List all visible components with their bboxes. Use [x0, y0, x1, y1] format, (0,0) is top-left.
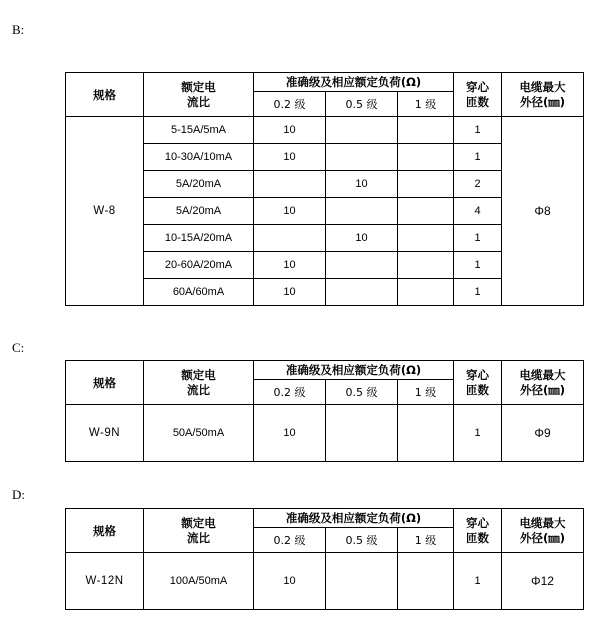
cell-acc-02: 10	[254, 144, 326, 171]
header-turns	[454, 361, 502, 405]
header-accuracy: 准确级及相应额定负荷(Ω)	[254, 509, 454, 528]
cell-ratio: 10-15A/20mA	[144, 225, 254, 252]
cell-diameter: Φ12	[502, 553, 584, 610]
header-spec: 规格	[66, 73, 144, 117]
cell-spec-name: W-9N	[66, 405, 144, 462]
header-turns-line2: 匝数	[466, 382, 489, 397]
header-diameter	[502, 509, 584, 553]
header-turns-line2: 匝数	[466, 94, 489, 109]
cell-ratio: 5A/20mA	[144, 198, 254, 225]
cell-acc-02: 10	[254, 279, 326, 306]
table-row	[66, 553, 584, 610]
header-acc-1: 1 级	[398, 92, 454, 117]
header-acc-02: 0.2 级	[254, 528, 326, 553]
cell-acc-02	[254, 171, 326, 198]
cell-diameter: Φ9	[502, 405, 584, 462]
header-ratio	[144, 509, 254, 553]
cell-turns: 1	[454, 553, 502, 610]
header-spec: 规格	[66, 509, 144, 553]
section-d-table-wrap	[65, 508, 584, 610]
cell-turns: 4	[454, 198, 502, 225]
header-turns	[454, 509, 502, 553]
cell-ratio: 20-60A/20mA	[144, 252, 254, 279]
cell-acc-02: 10	[254, 198, 326, 225]
header-turns-line1: 穿心	[466, 516, 489, 531]
cell-turns: 1	[454, 225, 502, 252]
cell-ratio: 50A/50mA	[144, 405, 254, 462]
cell-acc-02: 10	[254, 553, 326, 610]
cell-acc-05	[326, 553, 398, 610]
section-b-label-wrap	[12, 22, 24, 38]
cell-acc-05	[326, 405, 398, 462]
section-label-c: C:	[12, 340, 25, 355]
cell-acc-1	[398, 553, 454, 610]
header-turns-line2: 匝数	[466, 530, 489, 545]
section-label-d: D:	[12, 487, 25, 502]
cell-acc-1	[398, 198, 454, 225]
cell-acc-05	[326, 252, 398, 279]
table-header-row	[66, 361, 584, 380]
section-b-table-wrap	[65, 72, 584, 306]
header-ratio-line2: 流比	[187, 382, 210, 397]
header-diameter-line1: 电缆最大	[519, 516, 566, 531]
header-ratio-line1: 额定电	[181, 80, 216, 95]
cell-acc-1	[398, 405, 454, 462]
cell-acc-1	[398, 144, 454, 171]
section-c-label-wrap	[12, 340, 24, 356]
cell-turns: 1	[454, 144, 502, 171]
table-row	[66, 405, 584, 462]
header-ratio-line2: 流比	[187, 94, 210, 109]
cell-turns: 1	[454, 405, 502, 462]
header-diameter-line1: 电缆最大	[519, 80, 566, 95]
section-label-b: B:	[12, 22, 25, 37]
header-diameter	[502, 361, 584, 405]
cell-acc-02: 10	[254, 252, 326, 279]
cell-acc-05	[326, 198, 398, 225]
header-diameter-line2: 外径(㎜)	[519, 530, 565, 545]
spec-table-d	[65, 508, 584, 610]
header-acc-1: 1 级	[398, 380, 454, 405]
cell-turns: 1	[454, 252, 502, 279]
spec-table-b	[65, 72, 584, 306]
spec-table-c	[65, 360, 584, 462]
cell-spec-name: W-8	[66, 117, 144, 306]
header-diameter-line2: 外径(㎜)	[519, 94, 565, 109]
header-diameter-line1: 电缆最大	[519, 368, 566, 383]
cell-turns: 2	[454, 171, 502, 198]
header-acc-1: 1 级	[398, 528, 454, 553]
cell-acc-02: 10	[254, 117, 326, 144]
cell-acc-05	[326, 279, 398, 306]
cell-spec-name: W-12N	[66, 553, 144, 610]
cell-acc-1	[398, 171, 454, 198]
header-ratio	[144, 361, 254, 405]
section-c-table-wrap	[65, 360, 584, 462]
header-acc-05: 0.5 级	[326, 528, 398, 553]
header-diameter-line2: 外径(㎜)	[519, 382, 565, 397]
cell-ratio: 60A/60mA	[144, 279, 254, 306]
cell-acc-05: 10	[326, 225, 398, 252]
cell-acc-1	[398, 252, 454, 279]
header-diameter	[502, 73, 584, 117]
header-acc-02: 0.2 级	[254, 92, 326, 117]
table-header-row	[66, 509, 584, 528]
header-accuracy: 准确级及相应额定负荷(Ω)	[254, 73, 454, 92]
cell-ratio: 5-15A/5mA	[144, 117, 254, 144]
header-ratio-line1: 额定电	[181, 516, 216, 531]
section-d-label-wrap	[12, 487, 25, 503]
cell-acc-1	[398, 279, 454, 306]
cell-ratio: 5A/20mA	[144, 171, 254, 198]
cell-ratio: 100A/50mA	[144, 553, 254, 610]
cell-acc-05	[326, 144, 398, 171]
table-row	[66, 117, 584, 144]
cell-acc-05: 10	[326, 171, 398, 198]
cell-diameter: Φ8	[502, 117, 584, 306]
header-ratio-line1: 额定电	[181, 368, 216, 383]
header-acc-02: 0.2 级	[254, 380, 326, 405]
header-accuracy: 准确级及相应额定负荷(Ω)	[254, 361, 454, 380]
cell-acc-1	[398, 117, 454, 144]
header-spec: 规格	[66, 361, 144, 405]
cell-turns: 1	[454, 279, 502, 306]
header-ratio-line2: 流比	[187, 530, 210, 545]
header-ratio	[144, 73, 254, 117]
cell-acc-02: 10	[254, 405, 326, 462]
cell-acc-1	[398, 225, 454, 252]
cell-turns: 1	[454, 117, 502, 144]
header-turns-line1: 穿心	[466, 368, 489, 383]
header-acc-05: 0.5 级	[326, 92, 398, 117]
cell-acc-05	[326, 117, 398, 144]
cell-acc-02	[254, 225, 326, 252]
cell-ratio: 10-30A/10mA	[144, 144, 254, 171]
table-header-row	[66, 73, 584, 92]
header-acc-05: 0.5 级	[326, 380, 398, 405]
header-turns-line1: 穿心	[466, 80, 489, 95]
header-turns	[454, 73, 502, 117]
